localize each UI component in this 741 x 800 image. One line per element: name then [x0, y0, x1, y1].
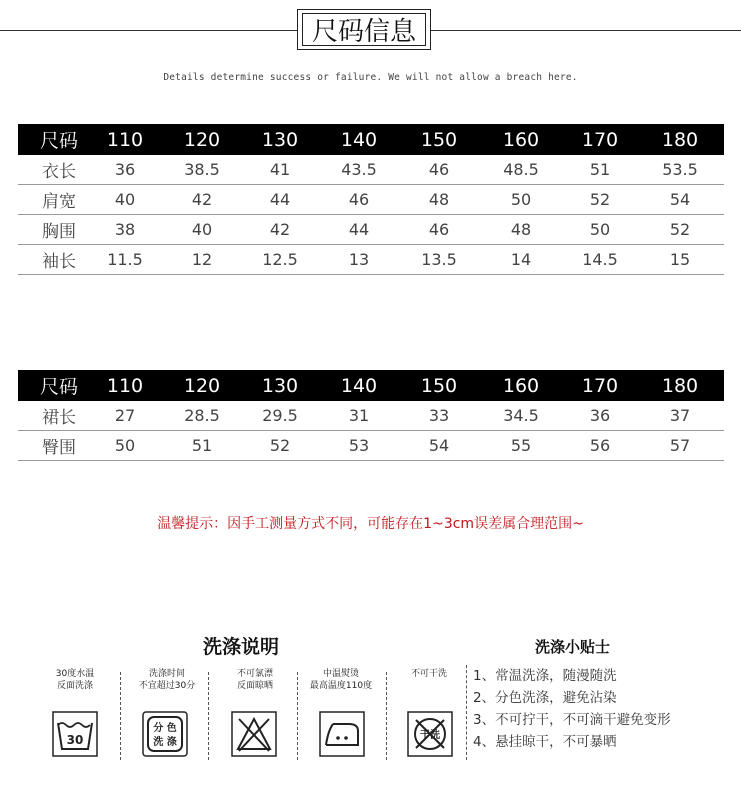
top-table-header-size: 170: [581, 128, 619, 151]
table-cell: 27: [114, 406, 136, 425]
table-cell: 44: [269, 190, 291, 209]
row-label: 胸围: [42, 222, 76, 242]
wash-item-1-line1: 30度水温: [55, 669, 95, 679]
bottom-table-header-row: [18, 370, 724, 401]
table-cell: 55: [510, 436, 532, 455]
no-dry-clean-text: 干洗: [420, 730, 440, 741]
row-label: 臀围: [42, 438, 76, 458]
top-table-header-size-label: 尺码: [39, 130, 78, 152]
page-title: 尺码信息: [302, 13, 426, 46]
header-line-left: [0, 30, 297, 31]
table-row: [18, 401, 724, 431]
wash-item-5-line1: 不可干洗: [410, 669, 447, 679]
washing-title: 洗涤说明: [203, 636, 280, 658]
table-cell: 13.5: [421, 250, 457, 269]
tips-title: 洗涤小贴士: [535, 638, 611, 656]
tip-item: 4、悬挂晾干，不可暴晒: [473, 734, 617, 750]
table-cell: 34.5: [503, 406, 539, 425]
warm-tip: 温馨提示：因手工测量方式不同，可能存在1~3cm误差属合理范围~: [157, 516, 584, 532]
table-cell: 46: [428, 220, 450, 239]
table-cell: 11.5: [107, 250, 143, 269]
wash-item-2-line2: 不宜超过30分: [138, 681, 196, 691]
table-cell: 38.5: [184, 160, 220, 179]
table-cell: 42: [269, 220, 291, 239]
size-table-bottom: [18, 370, 724, 461]
table-cell: 53: [348, 436, 370, 455]
row-label: 衣长: [42, 162, 76, 182]
bottom-table-header-size: 150: [420, 374, 458, 397]
table-cell: 38: [114, 220, 136, 239]
table-cell: 52: [269, 436, 291, 455]
bottom-table-header-size-label: 尺码: [39, 376, 78, 398]
table-row: [18, 155, 724, 185]
table-row: [18, 185, 724, 215]
table-cell: 31: [348, 406, 370, 425]
table-cell: 29.5: [262, 406, 298, 425]
table-cell: 43.5: [341, 160, 377, 179]
table-cell: 12.5: [262, 250, 298, 269]
title-frame: [297, 9, 431, 50]
wash-item-3-line1: 不可氯漂: [236, 669, 273, 679]
iron-icon: [319, 711, 365, 757]
table-cell: 52: [669, 220, 691, 239]
top-table-header-size: 110: [106, 128, 144, 151]
table-row: [18, 245, 724, 275]
table-row: [18, 215, 724, 245]
header-line-right: [431, 30, 741, 31]
tip-item: 3、不可拧干，不可滴干避免变形: [473, 712, 671, 728]
table-cell: 37: [669, 406, 691, 425]
row-label: 肩宽: [42, 192, 76, 212]
table-cell: 44: [348, 220, 370, 239]
bottom-table-header-size: 130: [261, 374, 299, 397]
no-dry-clean-icon: [407, 711, 453, 757]
top-table-header-row: [18, 124, 724, 155]
separate-wash-text-1: 分 色: [153, 723, 177, 734]
row-label: 袖长: [42, 252, 76, 272]
top-table-header-size: 120: [183, 128, 221, 151]
row-label: 裙长: [42, 408, 76, 428]
table-cell: 15: [669, 250, 691, 269]
table-cell: 40: [114, 190, 136, 209]
table-cell: 14: [510, 250, 532, 269]
wash-item-1-line2: 反面洗涤: [56, 681, 93, 691]
size-table-top: [18, 124, 724, 275]
table-cell: 48: [510, 220, 532, 239]
table-cell: 12: [191, 250, 213, 269]
table-cell: 48.5: [503, 160, 539, 179]
table-cell: 50: [114, 436, 136, 455]
tip-item: 2、分色洗涤，避免沾染: [473, 690, 617, 706]
top-table-header-size: 160: [502, 128, 540, 151]
bottom-table-header-size: 140: [340, 374, 378, 397]
table-cell: 50: [589, 220, 611, 239]
tips-list: [466, 665, 671, 760]
bottom-table-header-size: 170: [581, 374, 619, 397]
bottom-table-header-size: 120: [183, 374, 221, 397]
wash-30-text: 30: [66, 733, 84, 747]
top-table-header-size: 180: [661, 128, 699, 151]
wash-item-4-line1: 中温熨烫: [322, 669, 359, 679]
table-cell: 57: [669, 436, 691, 455]
table-cell: 28.5: [184, 406, 220, 425]
wash-item-5: [384, 668, 474, 694]
top-table-header-size: 130: [261, 128, 299, 151]
table-cell: 46: [428, 160, 450, 179]
table-cell: 54: [669, 190, 691, 209]
table-cell: 13: [348, 250, 370, 269]
wash-item-2: [122, 668, 212, 694]
table-cell: 56: [589, 436, 611, 455]
table-cell: 48: [428, 190, 450, 209]
table-cell: 42: [191, 190, 213, 209]
table-cell: 46: [348, 190, 370, 209]
wash-item-4-line2: 最高温度110度: [309, 681, 373, 691]
subtitle: Details determine success or failure. We will not allow a breach here.: [163, 72, 578, 83]
table-cell: 53.5: [662, 160, 698, 179]
bottom-table-header-size: 110: [106, 374, 144, 397]
table-cell: 14.5: [582, 250, 618, 269]
wash-item-3-line2: 反面晾晒: [236, 681, 273, 691]
table-cell: 54: [428, 436, 450, 455]
table-cell: 36: [589, 406, 611, 425]
wash-item-4: [296, 668, 386, 694]
table-cell: 51: [191, 436, 213, 455]
wash-item-3: [210, 668, 300, 694]
table-cell: 40: [191, 220, 213, 239]
table-cell: 33: [428, 406, 450, 425]
wash-30-icon: [52, 711, 98, 757]
table-row: [18, 431, 724, 461]
bottom-table-header-size: 160: [502, 374, 540, 397]
table-cell: 50: [510, 190, 532, 209]
table-cell: 51: [589, 160, 611, 179]
tip-item: 1、常温洗涤，随漫随洗: [473, 668, 617, 684]
wash-item-2-line1: 洗涤时间: [148, 669, 185, 679]
table-cell: 36: [114, 160, 136, 179]
wash-item-1: [30, 668, 120, 694]
top-table-header-size: 140: [340, 128, 378, 151]
wash-divider: [120, 672, 121, 760]
top-table-header-size: 150: [420, 128, 458, 151]
separate-wash-icon: [142, 711, 188, 757]
separate-wash-text-2: 洗 涤: [153, 737, 177, 748]
table-cell: 52: [589, 190, 611, 209]
table-cell: 41: [269, 160, 291, 179]
bottom-table-header-size: 180: [661, 374, 699, 397]
wash-divider: [208, 672, 209, 760]
no-bleach-icon: [231, 711, 277, 757]
